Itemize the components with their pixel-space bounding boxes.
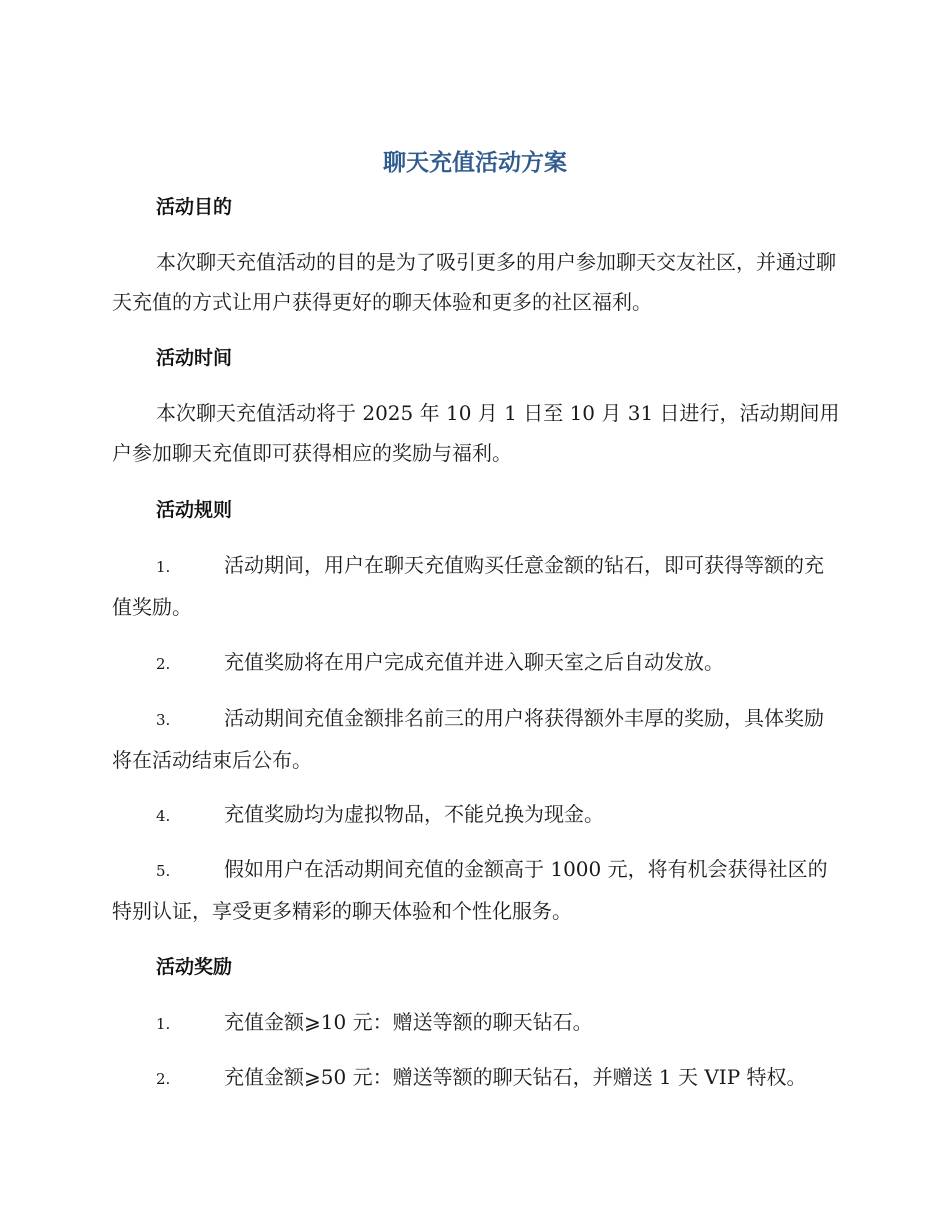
list-item-text: 充值金额⩾50 元：赠送等额的聊天钻石，并赠送 1 天 VIP 特权。: [224, 1065, 807, 1089]
paragraph-time: 本次聊天充值活动将于 2025 年 10 月 1 日至 10 月 31 日进行，活动期间用户参加聊天充值即可获得相应的奖励与福利。: [112, 401, 840, 465]
heading-rewards: 活动奖励: [156, 956, 233, 978]
list-number: 2.: [156, 655, 171, 673]
heading-time: 活动时间: [156, 347, 233, 369]
rule-item-5: [112, 849, 840, 931]
reward-item-1: [112, 1002, 840, 1044]
rule-item-2: [112, 642, 840, 684]
heading-rules: 活动规则: [156, 499, 233, 521]
document-title: 聊天充值活动方案: [383, 150, 567, 176]
list-item-text: 充值奖励将在用户完成充值并进入聊天室之后自动发放。: [224, 650, 724, 674]
list-item-text: 活动期间，用户在聊天充值购买任意金额的钻石，即可获得等额的充值奖励。: [112, 553, 824, 619]
list-number: 2.: [156, 1070, 171, 1088]
heading-purpose: 活动目的: [156, 196, 233, 218]
rule-item-4: [112, 794, 840, 836]
rule-item-1: [112, 545, 840, 627]
list-item-text: 活动期间充值金额排名前三的用户将获得额外丰厚的奖励，具体奖励将在活动结束后公布。: [112, 706, 824, 772]
reward-item-2: [112, 1057, 840, 1099]
list-number: 4.: [156, 807, 171, 825]
list-number: 3.: [156, 711, 171, 729]
paragraph-purpose: 本次聊天充值活动的目的是为了吸引更多的用户参加聊天交友社区，并通过聊天充值的方式让用户获得更好的聊天体验和更多的社区福利。: [112, 250, 836, 314]
list-item-text: 假如用户在活动期间充值的金额高于 1000 元，将有机会获得社区的特别认证，享受更多精彩的聊天体验和个性化服务。: [112, 857, 828, 923]
list-number: 1.: [156, 558, 171, 576]
rule-item-3: [112, 698, 840, 780]
list-item-text: 充值金额⩾10 元：赠送等额的聊天钻石。: [224, 1010, 593, 1034]
list-number: 5.: [156, 862, 171, 880]
list-item-text: 充值奖励均为虚拟物品，不能兑换为现金。: [224, 802, 604, 826]
list-number: 1.: [156, 1015, 171, 1033]
